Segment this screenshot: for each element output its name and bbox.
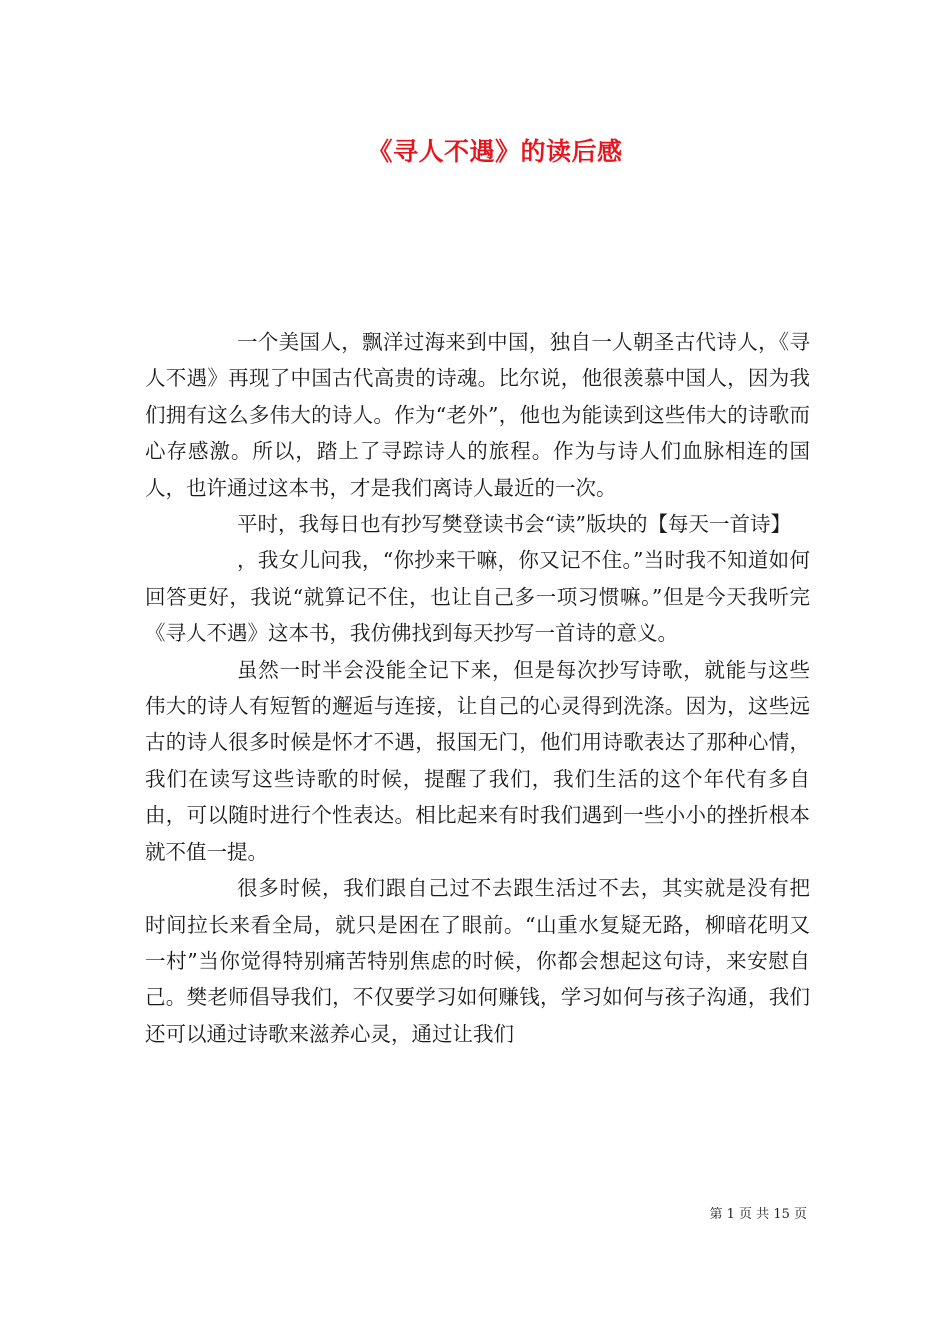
page-number-footer: 第 1 页 共 15 页: [709, 1207, 807, 1222]
paragraph-2: 平时，我每日也有抄写樊登读书会“读”版块的【每天一首诗】: [237, 512, 791, 537]
document-title: 《寻人不遇》的读后感: [367, 137, 623, 166]
paragraph-3: ，我女儿问我，“你抄来干嘛，你又记不住。”当时我不知道如何回答更好，我说“就算记不住，也让自己多一项习惯嘛。”但是今天我听完《寻人不遇》这本书，我仿佛找到每天抄写一首诗的意义。: [145, 548, 810, 646]
paragraph-5: 很多时候，我们跟自己过不去跟生活过不去，其实就是没有把时间拉长来看全局，就只是困在了眼前。“山重水复疑无路，柳暗花明又一村”当你觉得特别痛苦特别焦虑的时候，你都会想起这句诗，来安慰自己。樊老师倡导我们，不仅要学习如何赚钱，学习如何与孩子沟通，我们还可以通过诗歌来滋养心灵，通过让我们: [145, 876, 810, 1046]
paragraph-4: 虽然一时半会没能全记下来，但是每次抄写诗歌，就能与这些伟大的诗人有短暂的邂逅与连接，让自己的心灵得到洗涤。因为，这些远古的诗人很多时候是怀才不遇，报国无门，他们用诗歌表达了那种心情，我们在读写这些诗歌的时候，提醒了我们，我们生活的这个年代有多自由，可以随时进行个性表达。相比起来有时我们遇到一些小小的挫折根本就不值一提。: [145, 657, 810, 864]
paragraph-1: 一个美国人，飘洋过海来到中国，独自一人朝圣古代诗人，《寻人不遇》再现了中国古代高贵的诗魂。比尔说，他很羡慕中国人，因为我们拥有这么多伟大的诗人。作为“老外”，他也为能读到这些伟大的诗歌而心存感激。所以，踏上了寻踪诗人的旅程。作为与诗人们血脉相连的国人，也许通过这本书，才是我们离诗人最近的一次。: [145, 330, 810, 500]
document-body: [145, 324, 810, 1052]
